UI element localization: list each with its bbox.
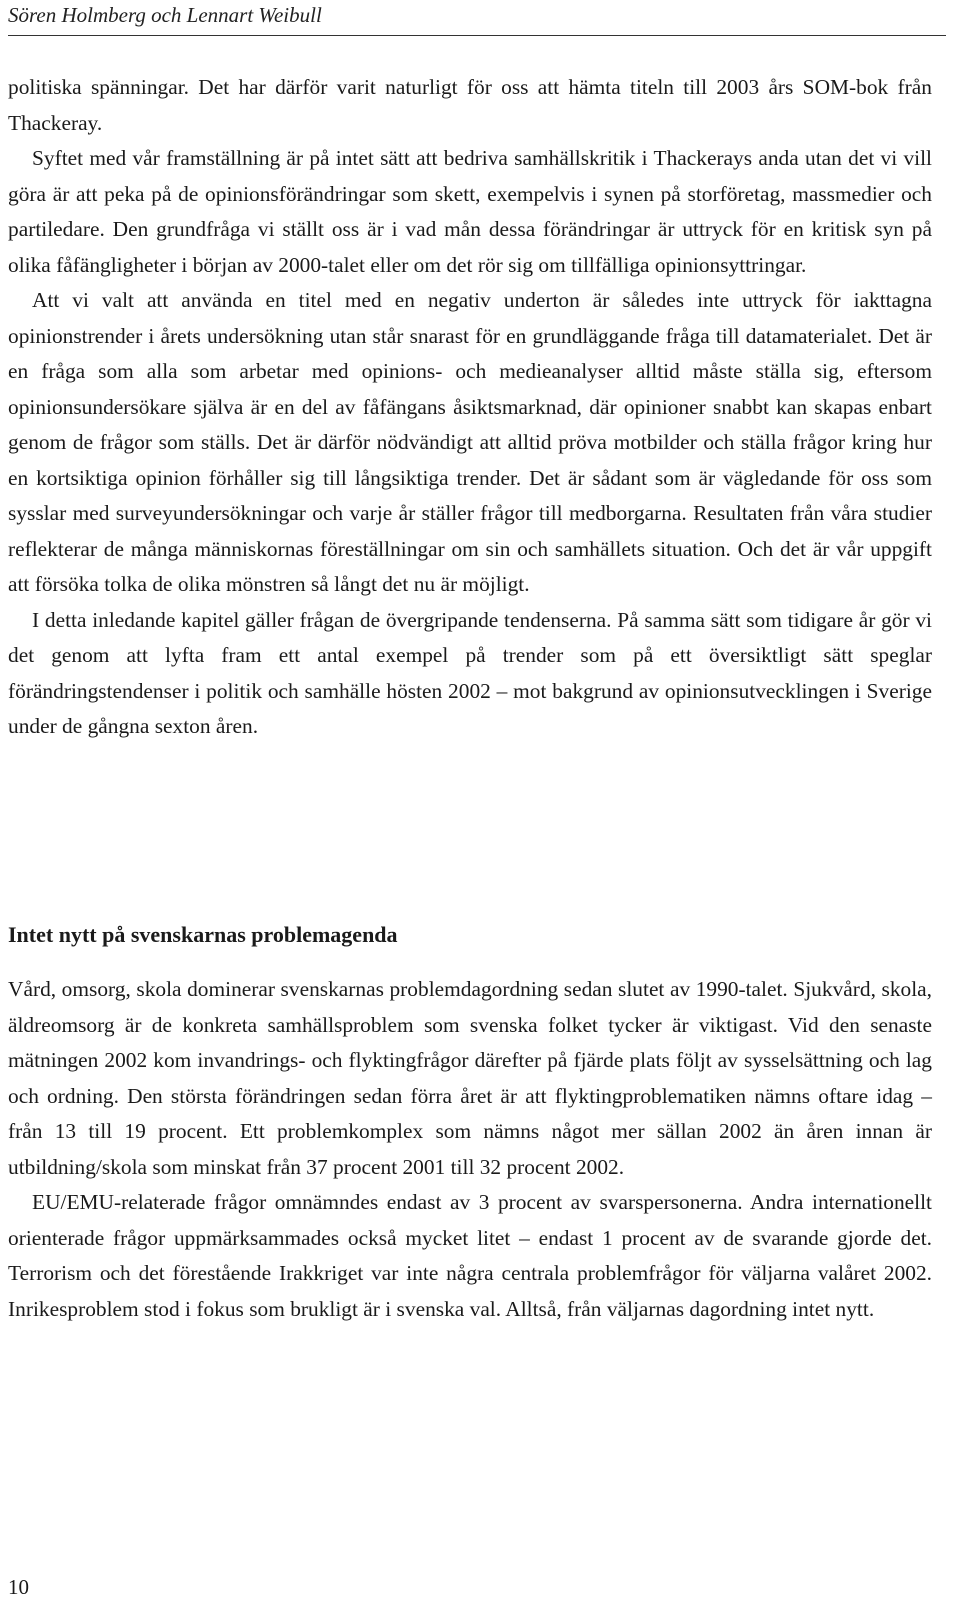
paragraph: I detta inledande kapitel gäller frågan de övergripande tendenserna. På samma sätt som tidigare år gör vi det genom att lyfta fram ett antal exempel på trender som på ett översiktligt sätt speglar förändringstendenser i politik och samhälle hösten 2002 – mot bakgrund av opinionsutvecklingen i Sverige under de gångna sexton åren. — [8, 607, 932, 738]
page-number: 10 — [8, 1575, 29, 1599]
intro-text — [8, 70, 932, 745]
running-header: Sören Holmberg och Lennart Weibull — [8, 3, 322, 27]
section-heading: Intet nytt på svenskarnas problemagenda — [8, 922, 398, 947]
paragraph: Att vi valt att använda en titel med en negativ underton är således inte uttryck för iakttagna opinionstrender i årets undersökning utan står snarast för en grundläggande fråga till datamaterialet. Det är en fråga som alla som arbetar med opinions- och medieanalyser alltid måste ställa sig, eftersom opinionsundersökare själva är en del av fåfängans åsiktsmarknad, där opinioner snabbt kan skapas enbart genom de frågor som ställs. Det är därför nödvändigt att alltid pröva motbilder och ställa frågor kring hur en kortsiktiga opinion förhåller sig till långsiktiga trender. Det är sådant som är vägledande för oss som sysslar med surveyundersökningar och varje år ställer frågor till medborgarna. Resultaten från våra studier reflekterar de många människornas föreställningar om sin och samhällets situation. Och det är vår uppgift att försöka tolka de olika mönstren så långt det nu är möjligt. — [8, 288, 932, 596]
paragraph: Syftet med vår framställning är på intet sätt att bedriva samhällskritik i Thackerays anda utan det vi vill göra är att peka på de opinionsförändringar som skett, exempelvis i synen på storföretag, massmedier och partiledare. Den grundfråga vi ställt oss är i vad mån dessa förändringar är uttryck för en kritisk syn på olika fåfängligheter i början av 2000-talet eller om det rör sig om tillfälliga opinionsyttringar. — [8, 146, 932, 277]
section-text — [8, 972, 932, 1327]
header-divider — [8, 35, 946, 36]
paragraph: politiska spänningar. Det har därför varit naturligt för oss att hämta titeln till 2003 års SOM-bok från Thackeray. — [8, 75, 932, 135]
paragraph: EU/EMU-relaterade frågor omnämndes endast av 3 procent av svarspersonerna. Andra internationellt orienterade frågor uppmärksammades också mycket litet – endast 1 procent av de svarande gjorde det. Terrorism och det förestående Irakkriget var inte några centrala problemfrågor för väljarna valåret 2002. Inrikesproblem stod i fokus som brukligt är i svenska val. Alltså, från väljarnas dagordning intet nytt. — [8, 1190, 932, 1321]
paragraph: Vård, omsorg, skola dominerar svenskarnas problemdagordning sedan slutet av 1990-talet. Sjukvård, skola, äldreomsorg är de konkreta samhällsproblem som svenska folket tycker är viktigast. Vid den senaste mätningen 2002 kom invandrings- och flyktingfrågor därefter på fjärde plats följt av sysselsättning och lag och ordning. Den största förändringen sedan förra året är att flyktingproblematiken nämns oftare idag – från 13 till 19 procent. Ett problemkomplex som nämns något mer sällan 2002 än åren innan är utbildning/skola som minskat från 37 procent 2001 till 32 procent 2002. — [8, 977, 932, 1179]
